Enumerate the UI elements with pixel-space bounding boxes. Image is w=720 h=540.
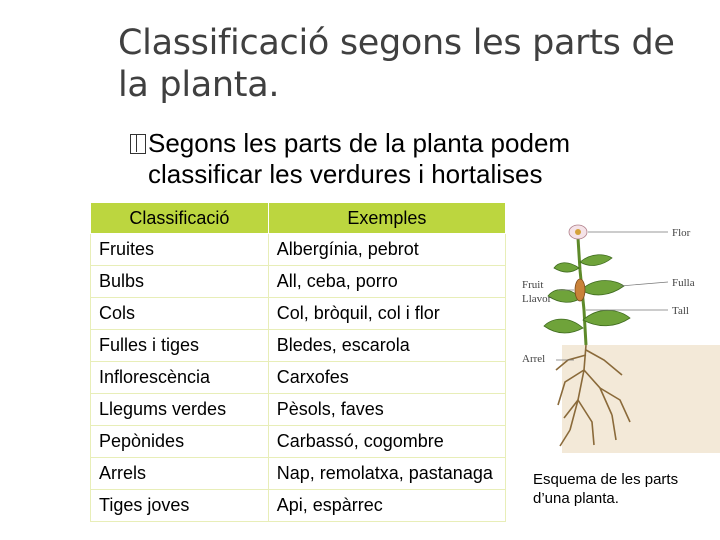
label-arrel: Arrel [522, 353, 546, 365]
table-cell-category: Fruites [91, 234, 269, 266]
bullet-line-1: Segons les parts de la planta podem [148, 128, 571, 158]
table-row [91, 266, 506, 298]
soil-area [562, 345, 720, 453]
bullet-line-2: classificar les verdures i hortalises [148, 159, 543, 189]
table-cell-category: Inflorescència [91, 362, 269, 394]
table-cell-examples: Albergínia, pebrot [268, 234, 505, 266]
header-examples: Exemples [268, 203, 505, 234]
table-cell-examples: Pèsols, faves [268, 394, 505, 426]
bullet-box-icon [130, 134, 146, 154]
table-cell-examples: Carxofes [268, 362, 505, 394]
table-cell-examples: All, ceba, porro [268, 266, 505, 298]
table-row [91, 234, 506, 266]
table-row [91, 458, 506, 490]
header-classification: Classificació [91, 203, 269, 234]
table-cell-examples: Nap, remolatxa, pastanaga [268, 458, 505, 490]
table-row [91, 298, 506, 330]
table-row [91, 362, 506, 394]
table-cell-examples: Col, bròquil, col i flor [268, 298, 505, 330]
plant-diagram [520, 210, 720, 458]
table-row [91, 394, 506, 426]
flower-drawing [569, 225, 587, 239]
table-cell-category: Bulbs [91, 266, 269, 298]
table-cell-category: Pepònides [91, 426, 269, 458]
table-cell-category: Arrels [91, 458, 269, 490]
table-cell-category: Cols [91, 298, 269, 330]
table-cell-category: Fulles i tiges [91, 330, 269, 362]
label-tall: Tall [672, 305, 689, 317]
table-row [91, 426, 506, 458]
label-flor: Flor [672, 227, 691, 239]
label-llavor: Llavor [522, 293, 552, 305]
table-row [91, 330, 506, 362]
leaves-drawing [544, 255, 630, 333]
table-header-row [91, 203, 506, 234]
fruit-drawing [575, 279, 585, 301]
table-row [91, 490, 506, 522]
table-cell-category: Tiges joves [91, 490, 269, 522]
classification-table [90, 202, 506, 522]
slide-title: Classificació segons les parts de la planta. [118, 23, 675, 105]
label-fulla: Fulla [672, 277, 695, 289]
table-cell-examples: Api, espàrrec [268, 490, 505, 522]
table-cell-category: Llegums verdes [91, 394, 269, 426]
table-cell-examples: Carbassó, cogombre [268, 426, 505, 458]
figure-caption: Esquema de les parts d’una planta. [533, 471, 679, 507]
bullet-text [130, 128, 710, 190]
label-fruit: Fruit [522, 279, 544, 291]
table-cell-examples: Bledes, escarola [268, 330, 505, 362]
